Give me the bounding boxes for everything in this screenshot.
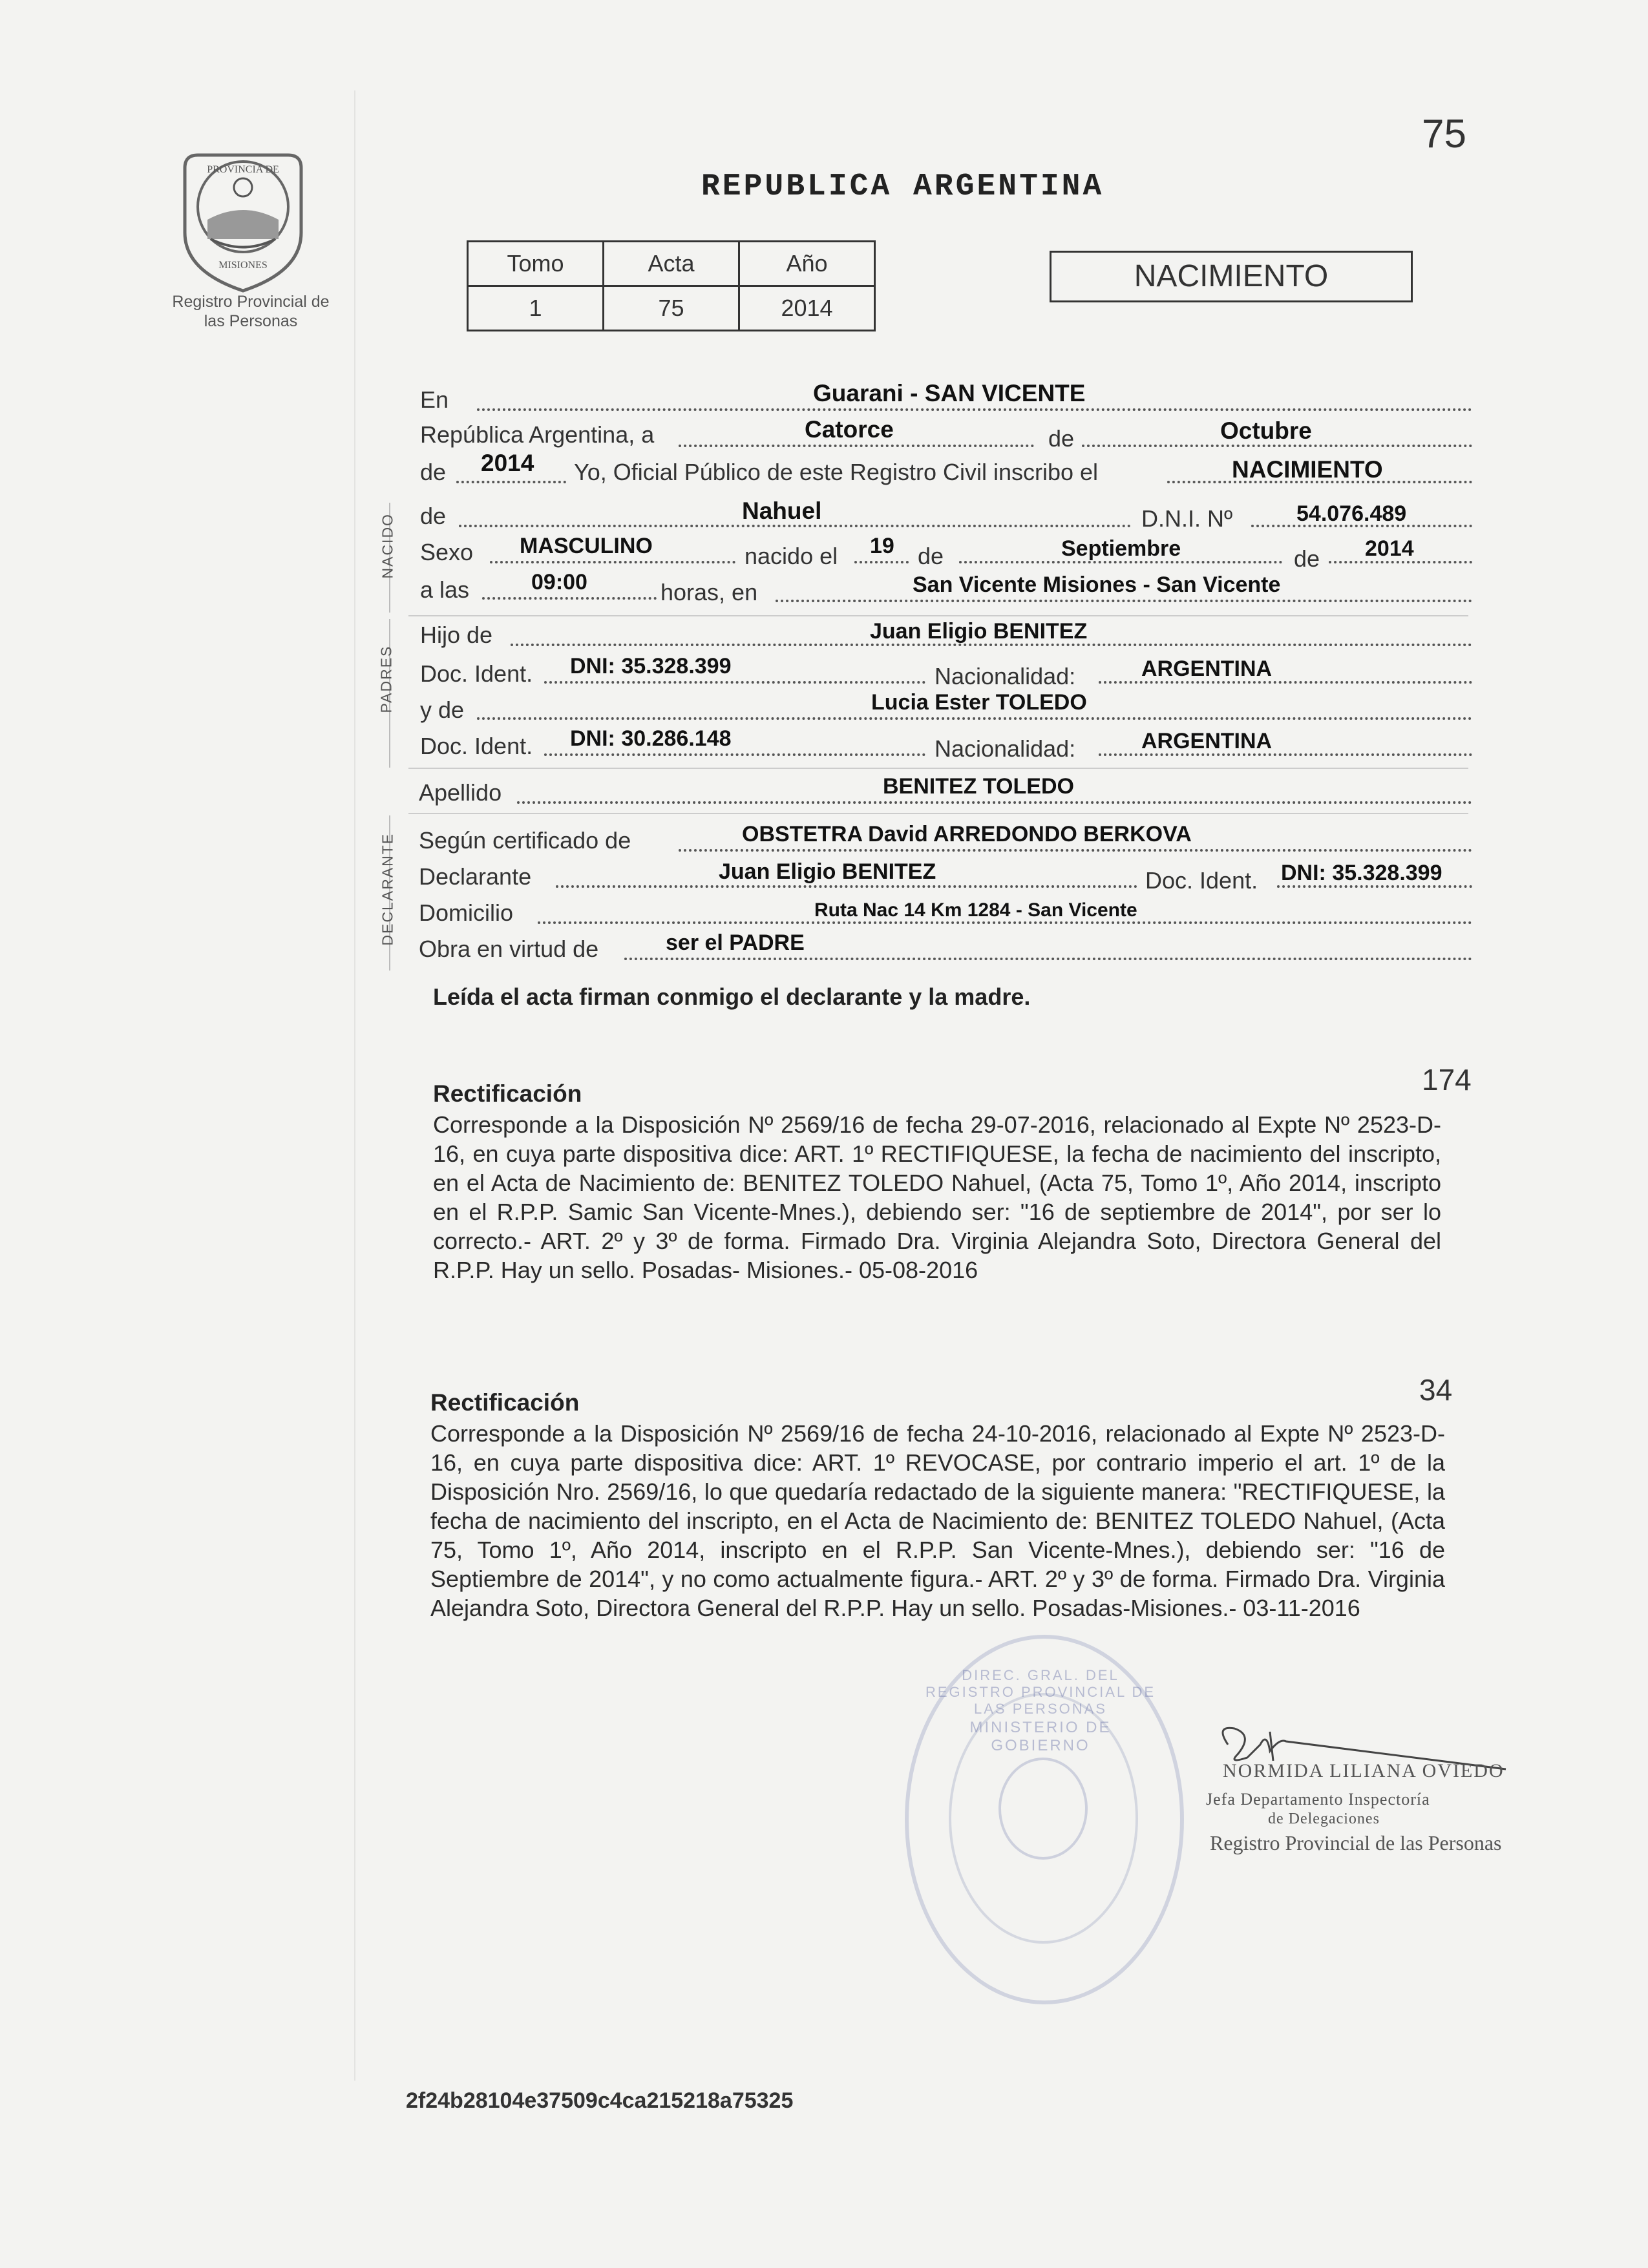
value-padre-doc: DNI: 35.328.399	[570, 654, 732, 678]
label-declarante: Declarante	[419, 863, 532, 890]
closing-text: Leída el acta firman conmigo el declarante y la madre.	[433, 983, 1031, 1010]
value-madre-doc: DNI: 30.286.148	[570, 726, 732, 751]
label-nombre: de	[420, 503, 447, 529]
dotted-line	[517, 801, 1472, 804]
value-dia: Catorce	[805, 416, 894, 443]
label-de: de	[1294, 545, 1320, 572]
label-doc-ident: Doc. Ident.	[420, 660, 533, 687]
value-certificado: OBSTETRA David ARREDONDO BERKOVA	[742, 822, 1192, 846]
record-type-box: NACIMIENTO	[1050, 251, 1413, 302]
value-declarante-doc: DNI: 35.328.399	[1281, 861, 1442, 885]
label-republica: República Argentina, a	[420, 421, 655, 448]
value-nac-anio: 2014	[1365, 536, 1414, 561]
table-cell-acta: 75	[604, 286, 739, 331]
label-en: En	[420, 386, 449, 413]
label-apellido: Apellido	[419, 779, 502, 806]
value-madre: Lucia Ester TOLEDO	[871, 690, 1087, 715]
value-anio: 2014	[481, 450, 534, 476]
record-table	[467, 240, 876, 331]
svg-text:MISIONES: MISIONES	[218, 260, 268, 271]
document-hash: 2f24b28104e37509c4ca215218a75325	[406, 2088, 794, 2113]
side-label-padres: PADRES	[377, 645, 395, 713]
dotted-line	[624, 958, 1472, 960]
dotted-line	[854, 561, 909, 563]
value-declarante: Juan Eligio BENITEZ	[719, 859, 936, 884]
label-nacionalidad: Nacionalidad:	[935, 735, 1076, 762]
value-dni: 54.076.489	[1296, 501, 1407, 526]
signatory-name: NORMIDA LILIANA OVIEDO	[1223, 1760, 1505, 1781]
table-cell-anio: 2014	[739, 286, 875, 331]
label-dni: D.N.I. Nº	[1141, 505, 1233, 532]
label-de: de	[918, 543, 944, 569]
dotted-line	[544, 681, 925, 684]
value-hora: 09:00	[531, 570, 587, 594]
label-y-de: y de	[420, 697, 465, 723]
header-title: REPUBLICA ARGENTINA	[701, 169, 1104, 204]
dotted-line	[490, 561, 735, 563]
label-de: de	[1048, 425, 1075, 452]
dotted-line	[679, 849, 1472, 852]
value-madre-nacionalidad: ARGENTINA	[1141, 729, 1273, 753]
dotted-line	[556, 885, 1137, 888]
label-de: de	[420, 459, 447, 485]
dotted-line	[538, 921, 1472, 924]
seal-outer-text: DIREC. GRAL. DEL REGISTRO PROVINCIAL DE LAS PERSONAS	[925, 1667, 1156, 1717]
value-nac-dia: 19	[870, 534, 894, 558]
dotted-line	[477, 408, 1472, 411]
value-padre-nacionalidad: ARGENTINA	[1141, 656, 1273, 681]
label-nacionalidad: Nacionalidad:	[935, 663, 1076, 689]
divider	[408, 768, 1468, 769]
label-obra: Obra en virtud de	[419, 936, 599, 962]
table-cell-tomo: 1	[468, 286, 604, 331]
label-nacido: nacido el	[745, 543, 838, 569]
label-sexo: Sexo	[420, 539, 474, 565]
divider	[408, 813, 1468, 814]
value-apellido: BENITEZ TOLEDO	[883, 774, 1074, 799]
divider	[408, 615, 1468, 616]
table-header-acta: Acta	[604, 242, 739, 286]
dotted-line	[1082, 445, 1472, 447]
label-certificado: Según certificado de	[419, 827, 631, 854]
label-decl-doc: Doc. Ident.	[1145, 867, 1258, 894]
seal-inner-text: MINISTERIO DE GOBIERNO	[969, 1719, 1112, 1754]
label-hijo: Hijo de	[420, 622, 493, 648]
label-doc-ident: Doc. Ident.	[420, 733, 533, 759]
table-header-anio: Año	[739, 242, 875, 286]
signatory-title: Jefa Departamento Inspectoría	[1206, 1790, 1430, 1809]
value-padre: Juan Eligio BENITEZ	[870, 619, 1088, 644]
label-domicilio: Domicilio	[419, 899, 514, 926]
side-label-declarante: DECLARANTE	[379, 832, 396, 946]
dotted-line	[679, 445, 1034, 447]
province-shield-icon	[172, 142, 314, 294]
logo-caption: Registro Provincial de las Personas	[172, 293, 330, 330]
value-lugar-inscripcion: Guarani - SAN VICENTE	[813, 380, 1086, 406]
value-acto: NACIMIENTO	[1232, 456, 1383, 483]
value-obra: ser el PADRE	[666, 930, 805, 955]
signatory-office: Registro Provincial de las Personas	[1210, 1831, 1502, 1854]
signature-icon	[1209, 1719, 1545, 1796]
signature-scribble	[1209, 1719, 1545, 1796]
value-mes: Octubre	[1220, 417, 1312, 444]
value-sexo: MASCULINO	[520, 534, 653, 558]
seal-emblem-icon	[998, 1758, 1088, 1860]
label-alas: a las	[420, 576, 470, 603]
signatory-title: de Delegaciones	[1268, 1811, 1380, 1827]
svg-text:PROVINCIA DE: PROVINCIA DE	[207, 164, 279, 175]
province-logo	[172, 142, 314, 294]
label-oficial: Yo, Oficial Público de este Registro Civil inscribo el	[574, 459, 1099, 485]
rectificacion-number: 174	[1422, 1063, 1472, 1097]
value-domicilio: Ruta Nac 14 Km 1284 - San Vicente	[814, 899, 1137, 921]
rectificacion-heading: Rectificación	[433, 1080, 582, 1107]
value-nac-mes: Septiembre	[1061, 536, 1181, 561]
rectificacion-body: Corresponde a la Disposición Nº 2569/16 de fecha 24-10-2016, relacionado al Expte Nº 2523-D-16, en cuya parte dispositiva dice: ART. 1º REVOCASE, por contrario imperio el art. 1º de la Disposición Nro. 2569/16, lo que quedaría redactado de la siguiente manera: "RECTIFIQUESE, la fecha de nacimiento del inscripto, en el Acta de Nacimiento de: BENITEZ TOLEDO Nahuel, (Acta 75, Tomo 1º, Año 2014, inscripto en el R.P.P. San Vicente-Mnes.), debiendo ser: "16 de Septiembre de 2014", y no como actualmente figura.- ART. 2º y 3º de forma. Firmado Dra. Virginia Alejandra Soto, Directora General del R.P.P. Hay un sello. Posadas-Misiones.- 03-11-2016	[430, 1420, 1445, 1621]
dotted-line	[477, 717, 1472, 720]
dotted-line	[456, 481, 566, 483]
value-nombre: Nahuel	[742, 498, 822, 524]
dotted-line	[544, 753, 925, 756]
rectificacion-heading: Rectificación	[430, 1389, 580, 1416]
side-label-nacido: NACIDO	[379, 513, 396, 579]
dotted-line	[459, 525, 1131, 527]
label-horas: horas, en	[660, 579, 758, 605]
page-number: 75	[1422, 112, 1466, 156]
dotted-line	[776, 600, 1472, 602]
rectificacion-number: 34	[1419, 1373, 1453, 1407]
table-header-tomo: Tomo	[468, 242, 604, 286]
rectificacion-body: Corresponde a la Disposición Nº 2569/16 de fecha 29-07-2016, relacionado al Expte Nº 2523-D-16, en cuya parte dispositiva dice: ART. 1º RECTIFIQUESE, la fecha de nacimiento del inscripto, en el Acta de Nacimiento de: BENITEZ TOLEDO Nahuel, (Acta 75, Tomo 1º, Año 2014, inscripto en el R.P.P. Samic San Vicente-Mnes.), debiendo ser: "16 de septiembre de 2014", por ser lo correcto.- ART. 2º y 3º de forma. Firmado Dra. Virginia Alejandra Soto, Directora General del R.P.P. Hay un sello. Posadas- Misiones.- 05-08-2016	[433, 1111, 1441, 1283]
dotted-line	[482, 597, 657, 600]
value-lugar-nacimiento: San Vicente Misiones - San Vicente	[913, 572, 1281, 597]
